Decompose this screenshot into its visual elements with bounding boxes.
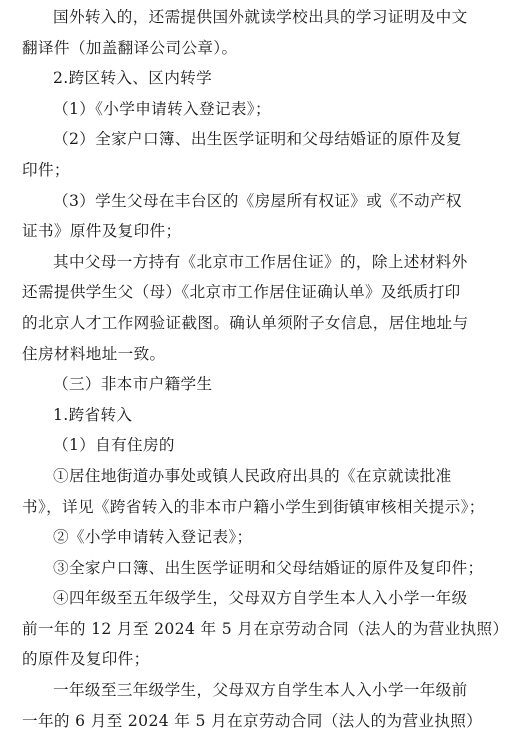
text-line: 2.跨区转入、区内转学 [53,69,213,88]
text-line: （三）非本市户籍学生 [53,375,213,394]
text-line: 还需提供学生父（母）《北京市工作居住证确认单》及纸质打印 [22,283,461,302]
text-line: （1）《小学申请转入登记表》； [53,99,271,118]
text-line: 一年级至三年级学生，父母双方自学生本人入小学一年级前 [53,681,468,700]
text-line: （1）自有住房的 [53,436,175,455]
text-line: 书》，详见《跨省转入的非本市户籍小学生到街镇审核相关提示》； [22,497,485,516]
text-line: 前一年的 12 月至 2024 年 5 月在京劳动合同（法人的为营业执照） [22,619,508,638]
text-line: 1.跨省转入 [53,405,133,424]
text-line: 的原件及复印件； [22,650,150,669]
text-line: ②《小学申请转入登记表》； [53,528,253,547]
text-line: 一年的 6 月至 2024 年 5 月在京劳动合同（法人的为营业执照） [22,711,483,730]
text-line: 印件； [22,160,70,179]
text-line: ③全家户口簿、出生医学证明和父母结婚证的原件及复印件； [53,558,484,577]
text-line: 住房材料地址一致。 [22,344,166,363]
text-line: 国外转入的，还需提供国外就读学校出具的学习证明及中文 [53,8,468,26]
text-line: ①居住地街道办事处或镇人民政府出具的《在京就读批准 [53,466,452,485]
text-line: 其中父母一方持有《北京市工作居住证》的，除上述材料外 [53,252,468,271]
text-line: 翻译件（加盖翻译公司公章）。 [22,38,238,57]
text-line: 证书》原件及复印件； [22,222,182,241]
text-line: （3）学生父母在丰台区的《房屋所有权证》或《不动产权 [53,191,462,210]
text-line: （2）全家户口簿、出生医学证明和父母结婚证的原件及复 [53,130,462,149]
text-line: 的北京人才工作网验证截图。确认单须附子女信息，居住地址与 [22,313,469,332]
text-line: ④四年级至五年级学生，父母双方自学生本人入小学一年级 [53,589,468,608]
